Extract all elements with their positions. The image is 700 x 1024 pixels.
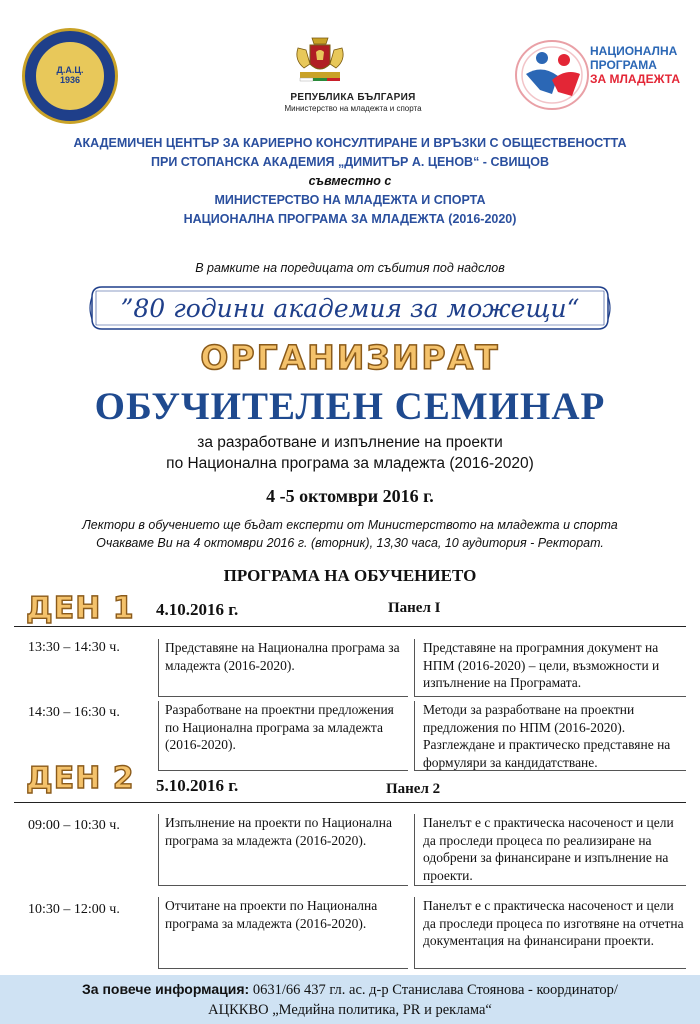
ministry-line: МИНИСТЕРСТВО НА МЛАДЕЖТА И СПОРТА — [214, 193, 486, 207]
npm-line2: ПРОГРАМА — [590, 58, 657, 72]
footer-label: За повече информация: — [82, 981, 250, 997]
series-intro: В рамките на поредицата от събития под надслов — [195, 261, 505, 275]
footer-line1 — [0, 979, 700, 1000]
republic-caption — [268, 92, 438, 113]
subtitle-line2: по Национална програма за младежта (2016-2020) — [166, 455, 534, 472]
session-description: Методи за разработване на проектни предложения по НПМ (2016-2020). Разглеждане и практическо представяне на формуляри за кандидатстване. — [414, 701, 686, 771]
session-time: 09:00 – 10:30 ч. — [28, 818, 120, 833]
lecturers-line2: Очакваме Ви на 4 октомври 2016 г. (вторник), 13,30 часа, 10 аудитория - Ректорат. — [96, 536, 604, 550]
session-time: 13:30 – 14:30 ч. — [28, 640, 120, 655]
academy-logo — [22, 28, 118, 124]
day2-date: 5.10.2016 г. — [156, 776, 239, 795]
day2-label: ДЕН 2 — [26, 761, 135, 796]
organizer-line2: ПРИ СТОПАНСКА АКАДЕМИЯ „ДИМИТЪР А. ЦЕНОВ“ - СВИЩОВ — [151, 155, 549, 169]
organizers-title — [0, 134, 700, 229]
session-description: Представяне на програмния документ на НПМ (2016-2020) – цели, възможности и изпълнение на Програмата. — [414, 639, 686, 697]
session-topic: Представяне на Национална програма за младежта (2016-2020). — [158, 639, 408, 697]
npm-line1: НАЦИОНАЛНА — [590, 44, 678, 58]
organize-heading: ОРГАНИЗИРАТ — [200, 338, 500, 377]
session-topic: Изпълнение на проекти по Национална програма за младежта (2016-2020). — [158, 814, 408, 886]
day1-date: 4.10.2016 г. — [156, 600, 239, 619]
session-description: Панелът е с практическа насоченост и цели да проследи процеса по изготвяне на отчетна документация на финансирани проекти. — [414, 897, 686, 969]
session-time: 14:30 – 16:30 ч. — [28, 705, 120, 720]
program-title: ПРОГРАМА НА ОБУЧЕНИЕТО — [223, 566, 477, 585]
program-line: НАЦИОНАЛНА ПРОГРАМА ЗА МЛАДЕЖТА (2016-2020) — [183, 212, 517, 226]
day2-panel: Панел 2 — [386, 781, 441, 797]
organizer-line1: АКАДЕМИЧЕН ЦЕНТЪР ЗА КАРИЕРНО КОНСУЛТИРАНЕ И ВРЪЗКИ С ОБЩЕСТВЕНОСТТА — [73, 136, 627, 150]
day2-rule — [14, 802, 686, 803]
contact-footer — [0, 975, 700, 1024]
bulgaria-coat-of-arms-icon — [290, 32, 350, 82]
lecturers-line1: Лектори в обучението ще бъдат експерти от Министерството на младежта и спорта — [82, 518, 618, 532]
footer-contact: 0631/66 437 гл. ас. д-р Станислава Стоянова - координатор/ — [249, 982, 618, 998]
seminar-dates: 4 -5 октомври 2016 г. — [266, 486, 434, 506]
academy-emblem-icon: Д.А.Ц. 1936 — [34, 40, 106, 112]
session-description: Панелът е с практическа насоченост и цели да проследи процеса по реализиране на одобрени за финансиране и изпълнение на проекти. — [414, 814, 686, 886]
session-time: 10:30 – 12:00 ч. — [28, 902, 120, 917]
seminar-subtitle — [0, 432, 700, 474]
jointly-with: съвместно с — [308, 174, 392, 188]
lecturers-info — [0, 516, 700, 552]
republic-name: РЕПУБЛИКА БЪЛГАРИЯ — [290, 92, 416, 103]
header-logos — [0, 0, 700, 125]
day1-rule — [14, 626, 686, 627]
day1-label: ДЕН 1 — [26, 591, 135, 626]
subtitle-line1: за разработване и изпълнение на проекти — [197, 434, 503, 451]
youth-program-name — [590, 44, 680, 86]
day1-panel: Панел I — [388, 600, 441, 616]
npm-line3: ЗА МЛАДЕЖТА — [590, 72, 680, 86]
series-title: ”80 години академия за можещи“ — [120, 293, 580, 323]
ministry-name: Министерство на младежта и спорта — [284, 104, 422, 113]
day2-header — [26, 762, 676, 796]
seminar-heading: ОБУЧИТЕЛЕН СЕМИНАР — [94, 385, 606, 428]
session-topic: Разработване на проектни предложения по Национална програма за младежта (2016-2020). — [158, 701, 408, 771]
footer-line2: АЦККВО „Медийна политика, PR и реклама“ — [208, 1002, 492, 1018]
day1-header — [26, 592, 676, 626]
session-topic: Отчитане на проекти по Национална програма за младежта (2016-2020). — [158, 897, 408, 969]
